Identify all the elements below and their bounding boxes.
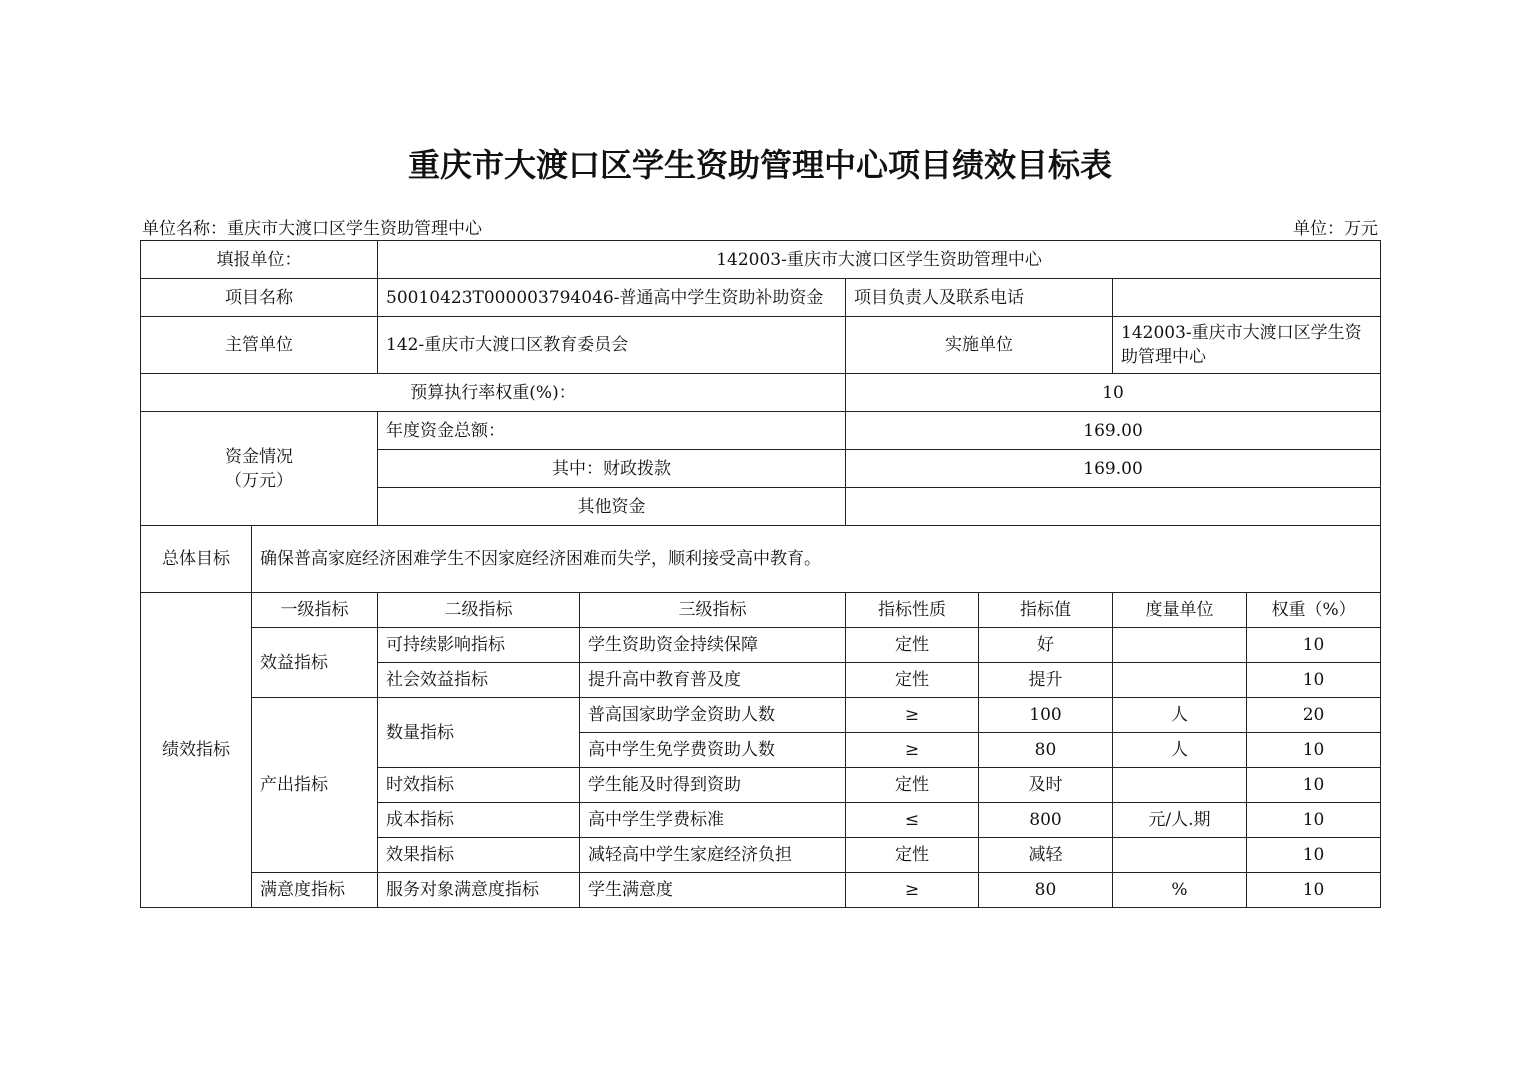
meta-bar [142,214,1378,238]
perf-unit: 元/人.期 [1113,803,1247,838]
perf-l2: 效果指标 [378,838,580,873]
perf-nature: 定性 [846,768,979,803]
funds-label-line1: 资金情况 [225,446,293,467]
perf-l2: 时效指标 [378,768,580,803]
perf-header: 一级指标 [252,593,378,628]
budget-weight-label: 预算执行率权重(%)： [141,374,846,412]
perf-unit: 人 [1113,698,1247,733]
page-title: 重庆市大渡口区学生资助管理中心项目绩效目标表 [407,146,1112,184]
perf-header: 权重（%） [1247,593,1381,628]
perf-l2: 社会效益指标 [378,663,580,698]
perf-nature: 定性 [846,663,979,698]
impl-label: 实施单位 [846,317,1113,374]
perf-l3: 高中学生学费标准 [580,803,846,838]
table-row [141,317,1381,374]
impl-value: 142003-重庆市大渡口区学生资助管理中心 [1113,317,1381,374]
perf-l3: 学生能及时得到资助 [580,768,846,803]
performance-target-table [140,240,1381,908]
project-value: 50010423T000003794046-普通高中学生资助补助资金 [378,279,846,317]
perf-unit [1113,663,1247,698]
filler-label: 填报单位： [141,241,378,279]
perf-l2: 可持续影响指标 [378,628,580,663]
perf-l3: 普高国家助学金资助人数 [580,698,846,733]
goal-text: 确保普高家庭经济困难学生不因家庭经济困难而失学，顺利接受高中教育。 [252,526,1381,593]
perf-l3: 提升高中教育普及度 [580,663,846,698]
perf-l2: 数量指标 [378,698,580,768]
perf-value: 及时 [979,768,1113,803]
perf-l3: 学生满意度 [580,873,846,908]
perf-unit [1113,838,1247,873]
table-row [141,628,1381,663]
perf-weight: 10 [1247,768,1381,803]
funds-label [141,412,378,526]
perf-weight: 10 [1247,733,1381,768]
perf-l3: 高中学生免学费资助人数 [580,733,846,768]
perf-header: 度量单位 [1113,593,1247,628]
perf-unit [1113,628,1247,663]
table-row [141,526,1381,593]
perf-unit: % [1113,873,1247,908]
perf-value: 好 [979,628,1113,663]
contact-label: 项目负责人及联系电话 [846,279,1113,317]
unit-name: 单位名称：重庆市大渡口区学生资助管理中心 [142,219,482,239]
table-row [141,698,1381,733]
perf-value: 80 [979,733,1113,768]
dept-label: 主管单位 [141,317,378,374]
funds-fiscal-value: 169.00 [846,450,1381,488]
perf-nature: ≥ [846,698,979,733]
perf-nature: ≤ [846,803,979,838]
funds-total-value: 169.00 [846,412,1381,450]
perf-weight: 20 [1247,698,1381,733]
perf-header: 三级指标 [580,593,846,628]
dept-value: 142-重庆市大渡口区教育委员会 [378,317,846,374]
perf-label: 绩效指标 [141,593,252,908]
perf-nature: 定性 [846,628,979,663]
filler-value: 142003-重庆市大渡口区学生资助管理中心 [378,241,1381,279]
perf-nature: ≥ [846,733,979,768]
perf-l1: 满意度指标 [252,873,378,908]
perf-value: 提升 [979,663,1113,698]
perf-header: 指标值 [979,593,1113,628]
project-label: 项目名称 [141,279,378,317]
perf-l2: 成本指标 [378,803,580,838]
contact-value [1113,279,1381,317]
perf-unit [1113,768,1247,803]
perf-weight: 10 [1247,663,1381,698]
perf-weight: 10 [1247,873,1381,908]
perf-l2: 服务对象满意度指标 [378,873,580,908]
budget-weight-value: 10 [846,374,1381,412]
perf-value: 减轻 [979,838,1113,873]
perf-nature: ≥ [846,873,979,908]
table-row [141,374,1381,412]
perf-nature: 定性 [846,838,979,873]
perf-value: 80 [979,873,1113,908]
perf-value: 800 [979,803,1113,838]
perf-header: 指标性质 [846,593,979,628]
table-row [141,279,1381,317]
perf-l3: 学生资助资金持续保障 [580,628,846,663]
funds-fiscal-label: 其中：财政拨款 [378,450,846,488]
perf-weight: 10 [1247,803,1381,838]
funds-other-label: 其他资金 [378,488,846,526]
perf-unit: 人 [1113,733,1247,768]
table-row [141,241,1381,279]
table-row [141,873,1381,908]
goal-label: 总体目标 [141,526,252,593]
perf-l3: 减轻高中学生家庭经济负担 [580,838,846,873]
table-row [141,593,1381,628]
perf-value: 100 [979,698,1113,733]
perf-l1: 产出指标 [252,698,378,873]
money-unit: 单位：万元 [1293,219,1378,239]
perf-weight: 10 [1247,838,1381,873]
funds-total-label: 年度资金总额： [378,412,846,450]
perf-header: 二级指标 [378,593,580,628]
perf-weight: 10 [1247,628,1381,663]
funds-label-line2: （万元） [225,470,293,491]
perf-l1: 效益指标 [252,628,378,698]
table-row [141,412,1381,450]
funds-other-value [846,488,1381,526]
